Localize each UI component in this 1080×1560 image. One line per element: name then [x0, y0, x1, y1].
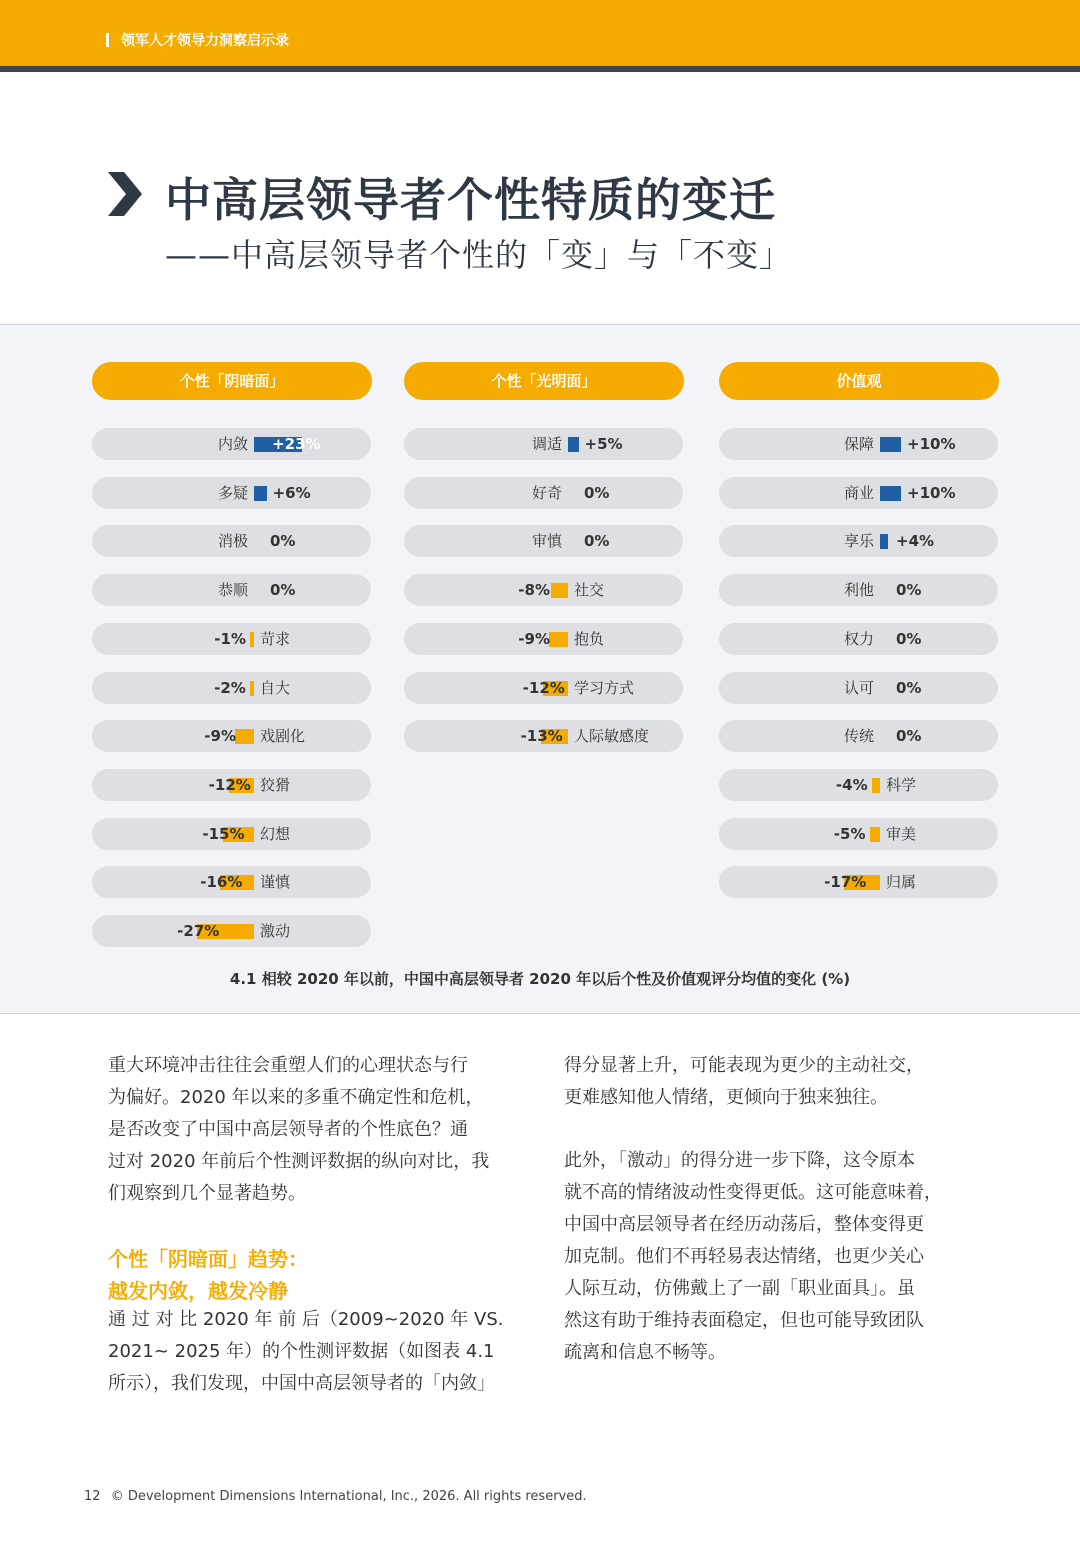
value-label: -2% — [214, 679, 246, 697]
right-paragraph-2 — [564, 1145, 984, 1369]
running-title: 领军人才领导力洞察启示录 — [106, 30, 289, 50]
text-line: 疏离和信息不畅等。 — [564, 1342, 726, 1363]
value-label: -9% — [518, 630, 550, 648]
section-paragraph — [108, 1304, 528, 1400]
chart-header: 价值观 — [719, 362, 999, 400]
value-label: -17% — [824, 873, 867, 891]
category-label: 谨慎 — [260, 873, 291, 891]
category-label: 调适 — [531, 435, 562, 453]
value-label: 0% — [584, 532, 610, 550]
value-label: +10% — [907, 435, 956, 453]
category-label: 保障 — [843, 435, 874, 453]
page-number: 12 — [84, 1489, 101, 1504]
text-line: 是否改变了中国中高层领导者的个性底色？通 — [108, 1119, 468, 1140]
text-line: 更难感知他人情绪，更倾向于独来独往。 — [564, 1087, 888, 1108]
section-heading: 个性「阴暗面」趋势： — [108, 1247, 308, 1271]
bar — [870, 827, 881, 842]
category-label: 苛求 — [260, 630, 291, 648]
text-line: 所示），我们发现，中国中高层领导者的「内敛」 — [108, 1373, 495, 1394]
category-label: 消极 — [217, 532, 248, 550]
chart-header: 个性「阴暗面」 — [92, 362, 372, 400]
chart-header: 个性「光明面」 — [404, 362, 684, 400]
category-label: 学习方式 — [574, 679, 635, 697]
category-label: 利他 — [843, 581, 874, 599]
category-label: 激动 — [260, 922, 291, 940]
bar — [235, 729, 254, 744]
value-label: 0% — [896, 630, 922, 648]
bar — [250, 632, 254, 647]
page-title: 中高层领导者个性特质的变迁 — [165, 173, 776, 227]
text-line: 过对 2020 年前后个性测评数据的纵向对比，我 — [108, 1151, 490, 1172]
value-label: 0% — [896, 679, 922, 697]
text-line: 2021~ 2025 年）的个性测评数据（如图表 4.1 — [108, 1341, 495, 1362]
bar — [549, 632, 568, 647]
text-line: 重大环境冲击往往会重塑人们的心理状态与行 — [108, 1055, 468, 1076]
text-line: 们观察到几个显著趋势。 — [108, 1183, 306, 1204]
category-label: 传统 — [843, 727, 874, 745]
value-label: +4% — [896, 532, 935, 550]
value-label: +23% — [272, 435, 321, 453]
section-heading: 越发内敛，越发冷静 — [108, 1279, 288, 1303]
value-label: -12% — [522, 679, 565, 697]
copyright: © Development Dimensions International, Inc., 2026. All rights reserved. — [110, 1489, 587, 1504]
category-label: 科学 — [886, 776, 917, 794]
category-label: 恭顺 — [217, 581, 248, 599]
text-line: 此外，「激动」的得分进一步下降，这令原本 — [564, 1150, 915, 1171]
intro-paragraph — [108, 1050, 528, 1210]
category-label: 自大 — [260, 679, 291, 697]
header-divider — [0, 66, 1080, 72]
value-label: 0% — [896, 727, 922, 745]
value-label: -12% — [208, 776, 251, 794]
category-label: 人际敏感度 — [574, 727, 650, 745]
value-label: -8% — [518, 581, 550, 599]
bar — [551, 583, 568, 598]
value-label: +6% — [272, 484, 311, 502]
text-line: 然这有助于维持表面稳定，但也可能导致团队 — [564, 1310, 924, 1331]
bar — [872, 778, 880, 793]
value-label: -13% — [520, 727, 563, 745]
value-label: -4% — [835, 776, 868, 794]
chevron-right-icon — [100, 170, 148, 218]
category-label: 多疑 — [217, 484, 248, 502]
text-line: 加克制。他们不再轻易表达情绪，也更少关心 — [564, 1246, 924, 1267]
value-label: 0% — [270, 532, 296, 550]
value-label: -16% — [200, 873, 243, 891]
bar — [880, 534, 888, 549]
category-label: 戏剧化 — [260, 727, 306, 745]
value-label: +10% — [907, 484, 956, 502]
text-line: 人际互动，仿佛戴上了一副「职业面具」。虽 — [564, 1278, 915, 1299]
right-paragraph-1 — [564, 1050, 984, 1114]
page-subtitle: ——中高层领导者个性的「变」与「不变」 — [165, 236, 793, 274]
category-label: 归属 — [886, 873, 917, 891]
text-line: 得分显著上升，可能表现为更少的主动社交， — [564, 1055, 924, 1076]
text-line: 为偏好。2020 年以来的多重不确定性和危机， — [108, 1087, 484, 1108]
category-label: 商业 — [843, 484, 874, 502]
value-label: -5% — [833, 825, 866, 843]
value-label: 0% — [270, 581, 296, 599]
chart-caption: 4.1 相较 2020 年以前，中国中高层领导者 2020 年以后个性及价值观评分均值的变化 (%) — [229, 970, 851, 988]
category-label: 抱负 — [574, 630, 605, 648]
bar — [880, 486, 901, 501]
value-label: -1% — [214, 630, 246, 648]
value-label: 0% — [584, 484, 610, 502]
text-line: 通 过 对 比 2020 年 前 后（2009~2020 年 VS. — [108, 1309, 504, 1330]
value-label: +5% — [584, 435, 623, 453]
category-label: 权力 — [843, 630, 874, 648]
category-label: 幻想 — [260, 825, 291, 843]
bar — [880, 437, 901, 452]
category-label: 审慎 — [531, 532, 562, 550]
category-label: 享乐 — [843, 532, 874, 550]
value-label: -9% — [204, 727, 236, 745]
category-label: 社交 — [574, 581, 605, 599]
bar — [250, 681, 254, 696]
category-label: 好奇 — [531, 484, 562, 502]
category-label: 认可 — [843, 679, 874, 697]
category-label: 内敛 — [217, 435, 248, 453]
value-label: -15% — [202, 825, 245, 843]
category-label: 审美 — [886, 825, 917, 843]
bar — [254, 486, 267, 501]
footer — [84, 1489, 587, 1504]
text-line: 就不高的情绪波动性变得更低。这可能意味着， — [564, 1182, 942, 1203]
text-line: 中国中高层领导者在经历动荡后，整体变得更 — [564, 1214, 924, 1235]
value-label: -27% — [177, 922, 220, 940]
bar — [568, 437, 579, 452]
category-label: 狡猾 — [260, 776, 291, 794]
value-label: 0% — [896, 581, 922, 599]
